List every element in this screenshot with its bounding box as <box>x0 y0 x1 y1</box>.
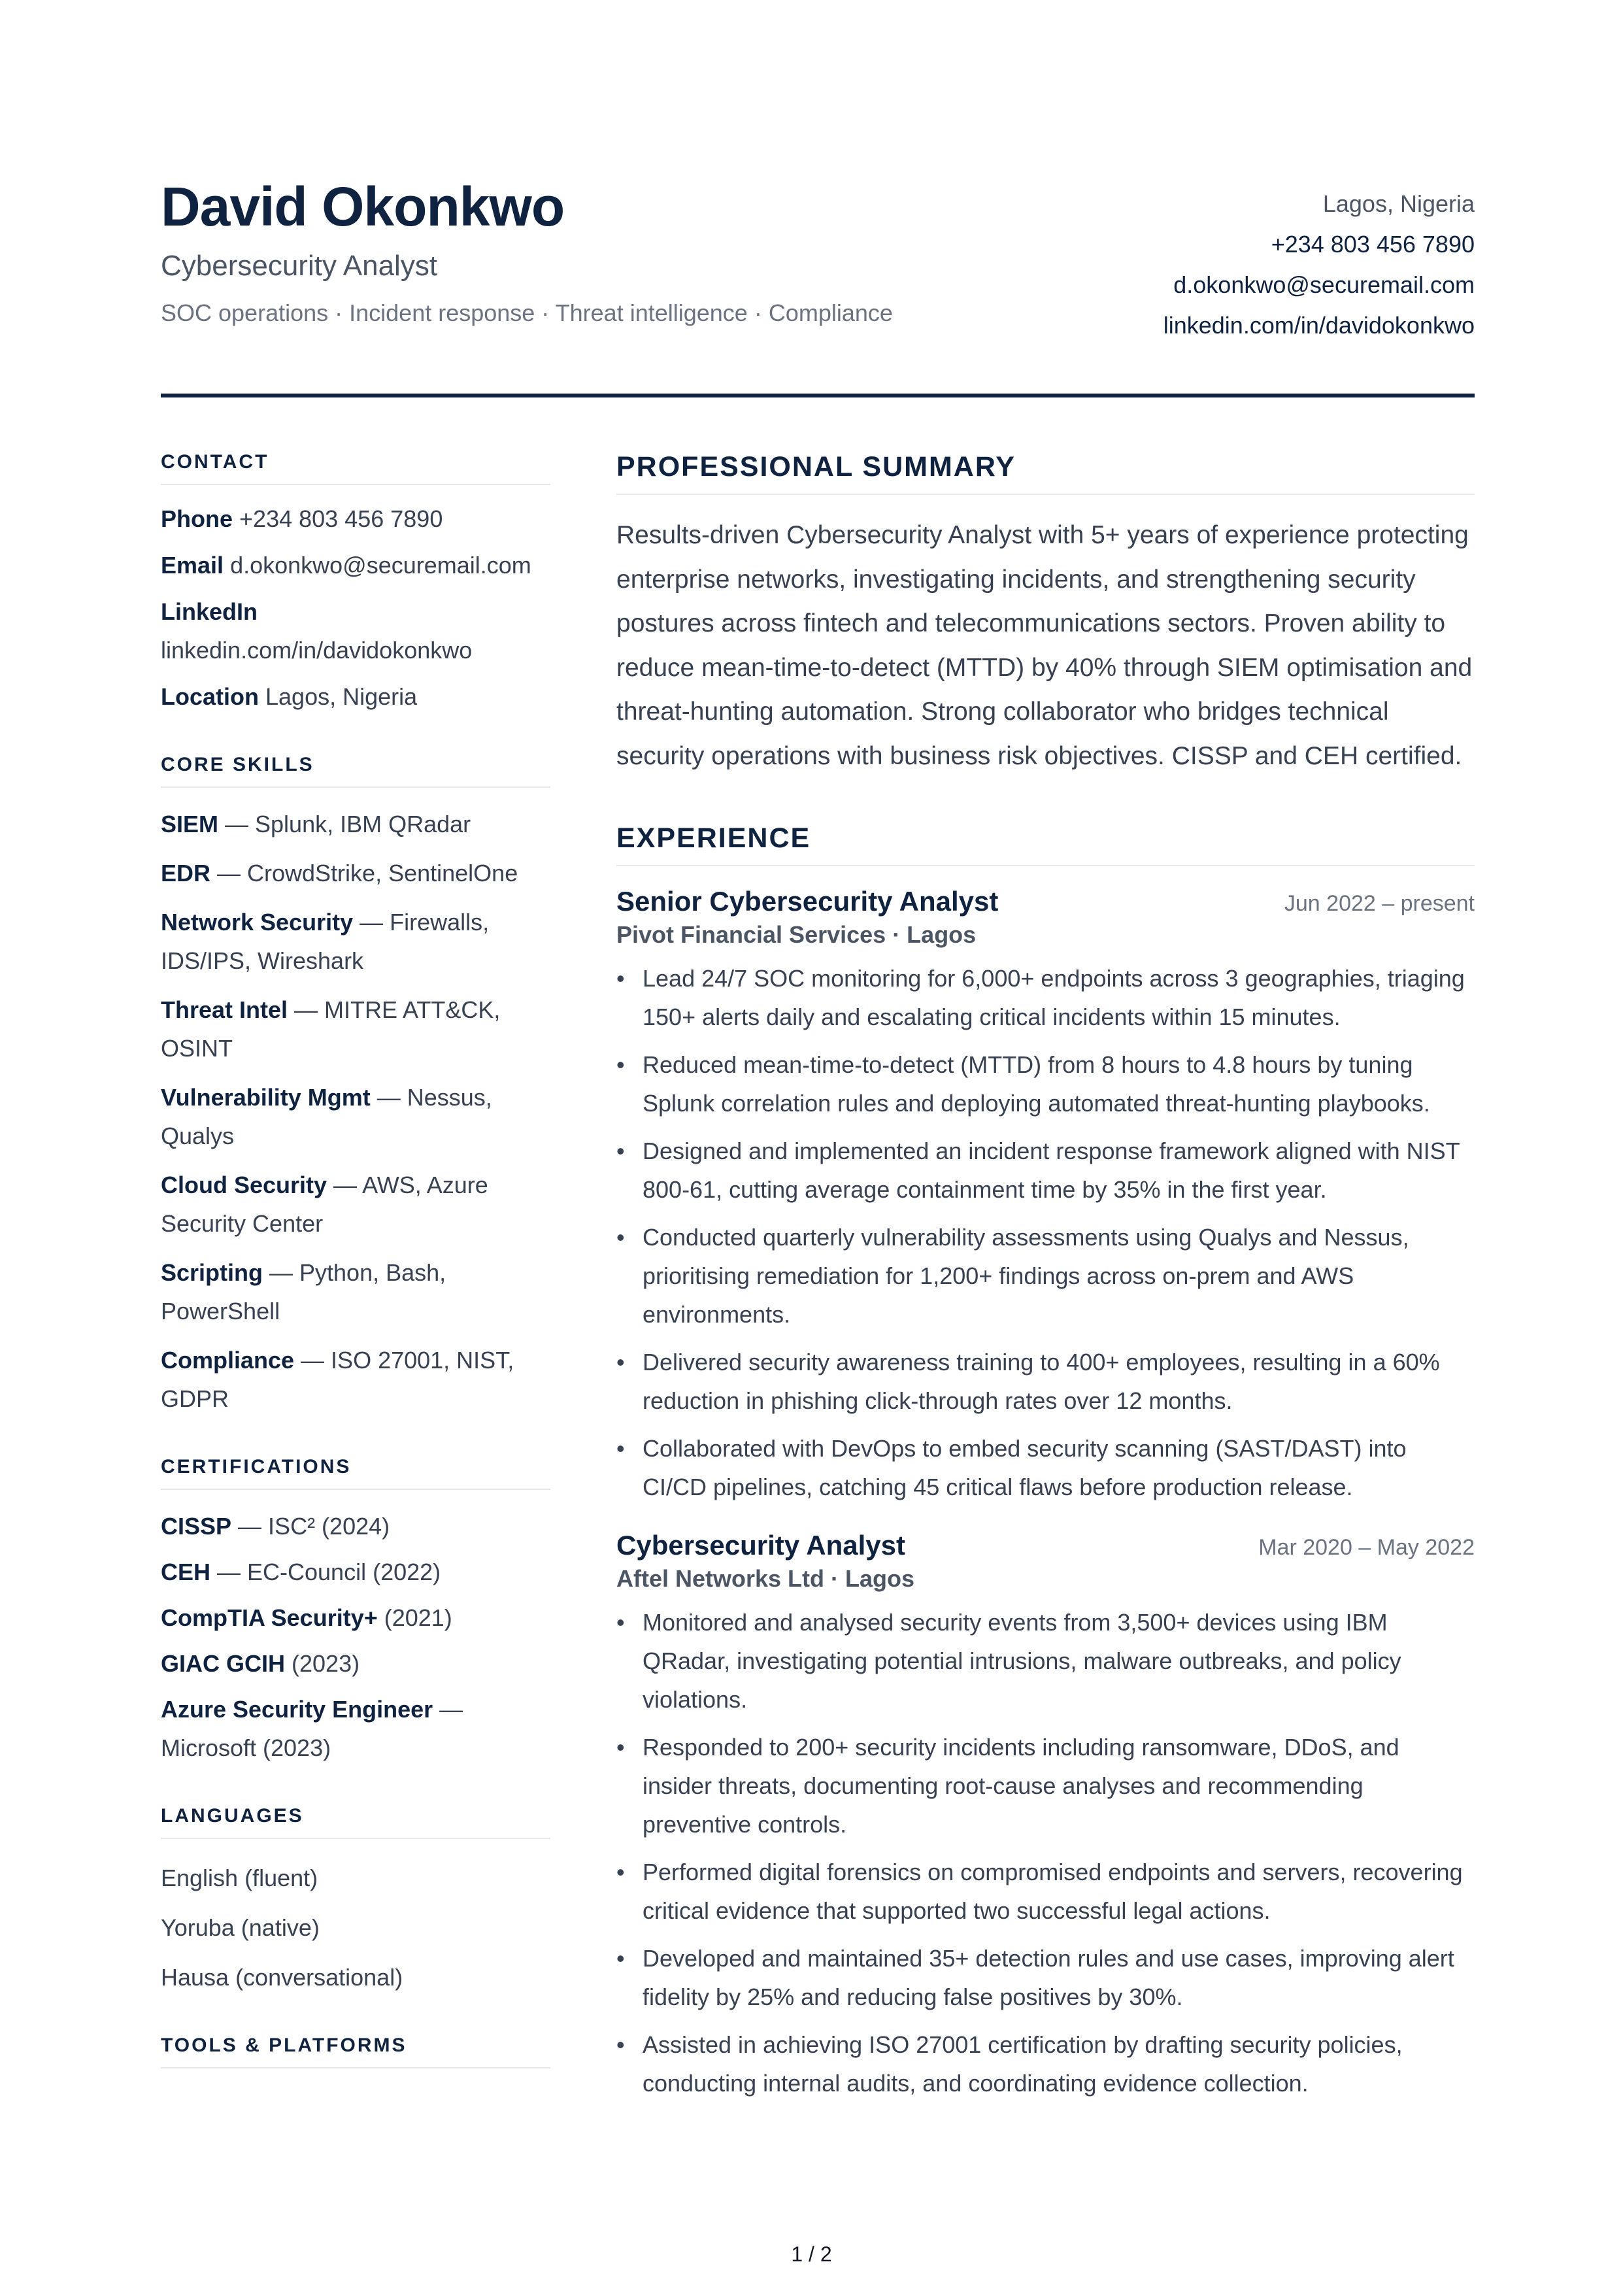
cert-label: Azure Security Engineer <box>161 1696 433 1723</box>
job-bullet: • Lead 24/7 SOC monitoring for 6,000+ endpoints across 3 geographies, triaging 150+ alerts daily and escalating critical incidents within 15 minutes. <box>616 959 1475 1036</box>
contact-heading: CONTACT <box>161 451 550 485</box>
summary-heading: PROFESSIONAL SUMMARY <box>616 451 1475 495</box>
skill-label: Network Security <box>161 909 354 936</box>
skill-item <box>161 805 550 843</box>
cert-value: — Microsoft (2023) <box>161 1696 463 1761</box>
main-content <box>616 451 1475 2112</box>
skill-item <box>161 1253 550 1330</box>
contact-location <box>161 677 550 716</box>
cert-label: CEH <box>161 1559 211 1585</box>
job-bullet: • Delivered security awareness training to 400+ employees, resulting in a 60% reduction in phishing click-through rates over 12 months. <box>616 1343 1475 1420</box>
cert-value: (2023) <box>285 1650 360 1677</box>
cert-item <box>161 1644 550 1683</box>
job-bullet: • Designed and implemented an incident response framework aligned with NIST 800-61, cutting average containment time by 35% in the first year. <box>616 1132 1475 1209</box>
skills-section <box>161 754 550 1418</box>
job-company: Aftel Networks Ltd · Lagos <box>616 1565 915 1592</box>
certifications-section <box>161 1456 550 1767</box>
job-company: Pivot Financial Services · Lagos <box>616 921 977 948</box>
skill-label: EDR <box>161 860 211 886</box>
skill-value: — AWS, Azure Security Center <box>161 1172 488 1237</box>
cert-item <box>161 1507 550 1545</box>
contact-email-value[interactable]: d.okonkwo@securemail.com <box>230 552 531 579</box>
skill-value: — Python, Bash, PowerShell <box>161 1259 446 1325</box>
cert-item <box>161 1690 550 1767</box>
job-bullet: • Performed digital forensics on compromised endpoints and servers, recovering critical evidence that supported two successful legal actions. <box>616 1853 1475 1930</box>
contact-phone <box>161 499 550 538</box>
sidebar <box>161 451 550 2106</box>
contact-email <box>161 546 550 584</box>
language-item: Hausa (conversational) <box>161 1964 403 1991</box>
candidate-name: David Okonkwo <box>161 176 565 237</box>
job-title: Cybersecurity Analyst <box>616 1530 905 1561</box>
cert-value: — EC-Council (2022) <box>210 1559 441 1585</box>
header-contact <box>1163 184 1475 346</box>
skill-item <box>161 1166 550 1243</box>
skill-label: Threat Intel <box>161 996 288 1023</box>
cert-label: CISSP <box>161 1513 232 1540</box>
skill-item <box>161 854 550 892</box>
skill-value: — Splunk, IBM QRadar <box>218 811 471 837</box>
skill-label: Scripting <box>161 1259 263 1286</box>
skill-label: Vulnerability Mgmt <box>161 1084 371 1111</box>
skill-item <box>161 990 550 1068</box>
contact-email-label: Email <box>161 552 224 579</box>
job-bullet: • Developed and maintained 35+ detection rules and use cases, improving alert fidelity by 25% and reducing false positives by 30%. <box>616 1939 1475 2016</box>
header-linkedin[interactable]: linkedin.com/in/davidokonkwo <box>1163 312 1475 339</box>
cert-item <box>161 1553 550 1591</box>
contact-linkedin-label: LinkedIn <box>161 598 258 625</box>
job-bullet: • Assisted in achieving ISO 27001 certification by drafting security policies, conducting internal audits, and coordinating evidence collection. <box>616 2025 1475 2102</box>
cert-label: GIAC GCIH <box>161 1650 286 1677</box>
skill-value: — ISO 27001, NIST, GDPR <box>161 1347 514 1412</box>
job-bullet: • Reduced mean-time-to-detect (MTTD) from 8 hours to 4.8 hours by tuning Splunk correlation rules and deploying automated threat-hunting playbooks. <box>616 1045 1475 1123</box>
experience-heading: EXPERIENCE <box>616 822 1475 866</box>
job-bullet: • Conducted quarterly vulnerability assessments using Qualys and Nessus, prioritising remediation for 1,200+ findings across on-prem and AWS environments. <box>616 1218 1475 1334</box>
contact-location-value: Lagos, Nigeria <box>265 683 418 710</box>
cert-label: CompTIA Security+ <box>161 1604 378 1631</box>
skill-item <box>161 1078 550 1155</box>
job-dates: Mar 2020 – May 2022 <box>1258 1535 1475 1560</box>
contact-phone-label: Phone <box>161 505 233 532</box>
candidate-title: Cybersecurity Analyst <box>161 250 438 282</box>
contact-section <box>161 451 550 716</box>
contact-linkedin-value[interactable]: linkedin.com/in/davidokonkwo <box>161 637 473 664</box>
header-divider <box>161 394 1475 397</box>
skill-value: — Firewalls, IDS/IPS, Wireshark <box>161 909 490 974</box>
job-bullet: • Collaborated with DevOps to embed security scanning (SAST/DAST) into CI/CD pipelines, catching 45 critical flaws before production release. <box>616 1429 1475 1506</box>
summary-text: Results-driven Cybersecurity Analyst with 5+ years of experience protecting enterprise networks, investigating incidents, and strengthening security postures across fintech and telecommunications sectors. Proven ability to reduce mean-time-to-detect (MTTD) by 40% through SIEM optimisation and threat-hunting automation. Strong collaborator who bridges technical security operations with business risk objectives. CISSP and CEH certified. <box>616 521 1473 770</box>
cert-item <box>161 1598 550 1637</box>
header-location: Lagos, Nigeria <box>1322 190 1475 217</box>
contact-location-label: Location <box>161 683 259 710</box>
job-entry <box>616 886 1475 1506</box>
header-phone[interactable]: +234 803 456 7890 <box>1271 231 1475 258</box>
skill-item <box>161 1341 550 1418</box>
languages-heading: LANGUAGES <box>161 1805 550 1839</box>
language-item: Yoruba (native) <box>161 1914 320 1941</box>
language-item: English (fluent) <box>161 1865 318 1891</box>
skill-value: — CrowdStrike, SentinelOne <box>210 860 518 886</box>
job-dates: Jun 2022 – present <box>1284 891 1475 916</box>
cert-value: — ISC² (2024) <box>231 1513 390 1540</box>
job-bullet: • Responded to 200+ security incidents including ransomware, DDoS, and insider threats, documenting root-cause analyses and recommending preventive controls. <box>616 1728 1475 1844</box>
skill-value: — MITRE ATT&CK, OSINT <box>161 996 501 1062</box>
candidate-tagline: SOC operations · Incident response · Threat intelligence · Compliance <box>161 299 893 326</box>
skill-label: Cloud Security <box>161 1172 327 1198</box>
header-email[interactable]: d.okonkwo@securemail.com <box>1173 271 1475 298</box>
page-number: 1 / 2 <box>791 2242 832 2266</box>
job-bullet: • Monitored and analysed security events from 3,500+ devices using IBM QRadar, investigating potential intrusions, malware outbreaks, and policy violations. <box>616 1603 1475 1719</box>
job-bullets <box>616 1603 1475 2102</box>
summary-section <box>616 451 1475 778</box>
certifications-heading: CERTIFICATIONS <box>161 1456 550 1490</box>
skill-label: Compliance <box>161 1347 295 1374</box>
contact-linkedin <box>161 592 550 669</box>
job-entry <box>616 1530 1475 2102</box>
skills-heading: CORE SKILLS <box>161 754 550 788</box>
job-bullets <box>616 959 1475 1506</box>
job-title: Senior Cybersecurity Analyst <box>616 886 999 917</box>
skill-label: SIEM <box>161 811 219 837</box>
tools-heading: TOOLS & PLATFORMS <box>161 2034 550 2068</box>
tools-section <box>161 2034 550 2068</box>
experience-section <box>616 822 1475 2102</box>
skill-value: — Nessus, Qualys <box>161 1084 492 1149</box>
cert-value: (2021) <box>377 1604 452 1631</box>
contact-phone-value[interactable]: +234 803 456 7890 <box>239 505 443 532</box>
languages-section <box>161 1805 550 1997</box>
skill-item <box>161 903 550 980</box>
